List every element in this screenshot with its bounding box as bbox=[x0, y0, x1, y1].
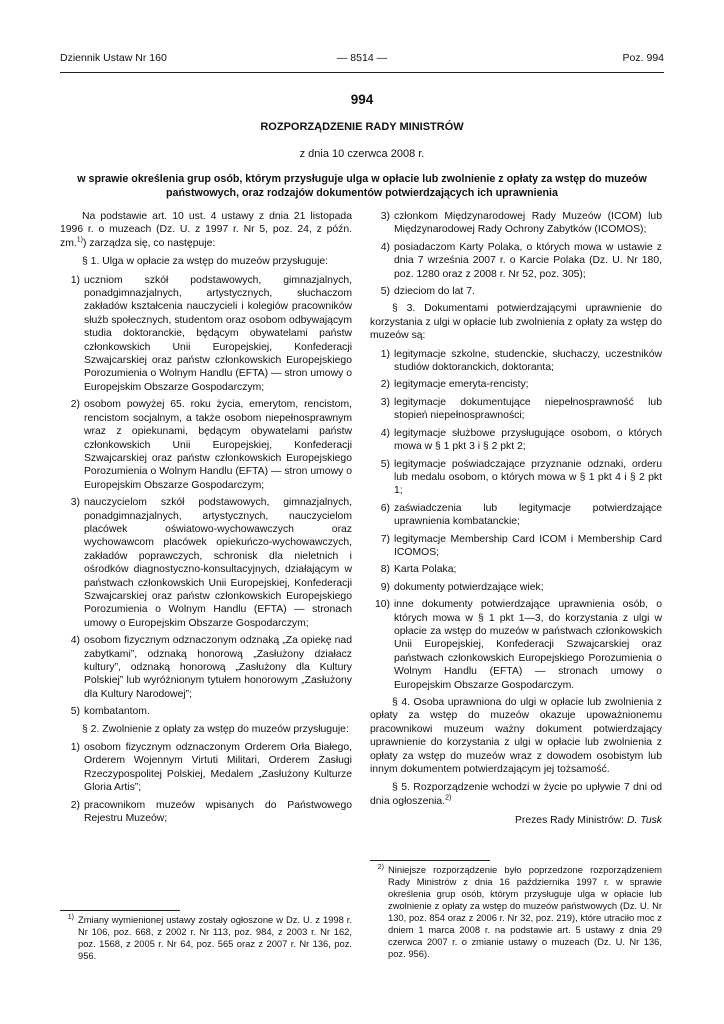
footnote-rule-right bbox=[370, 860, 490, 861]
signatory-name: D. Tusk bbox=[626, 815, 662, 827]
act-title: ROZPORZĄDZENIE RADY MINISTRÓW bbox=[260, 121, 464, 133]
list-item: 2) osobom powyżej 65. roku życia, emerytom, rencistom, rencistom socjalnym, a także osobom niepełnosprawnym wraz z opiekunami, będącym obywatelami państw członkowskich Unii Europejskiej, Konfederacji Szwajcarskiej oraz państw członkowskich Europejskiego Porozumienia o Wolnym Handlu (EFTA) — stron umowy o Europejskim Obszarze Gospodarczym; bbox=[70, 399, 352, 491]
section-1-lead: § 1. Ulga w opłacie za wstęp do muzeów przysługuje: bbox=[82, 256, 329, 268]
section-3-lead: § 3. Dokumentami potwierdzającymi uprawnienie do korzystania z ulgi w opłacie lub zwolnienia z opłaty za wstęp do muzeów są: bbox=[370, 303, 662, 342]
page-header bbox=[60, 52, 664, 68]
list-item: 2) legitymacje emeryta-rencisty; bbox=[380, 379, 529, 391]
page-number: — 8514 — bbox=[336, 52, 388, 64]
signature: Prezes Rady Ministrów: D. Tusk bbox=[514, 815, 662, 827]
list-item: 7) legitymacje Membership Card ICOM i Membership Card ICOMOS; bbox=[380, 533, 662, 558]
list-item: 1) osobom fizycznym odznaczonym Orderem Orła Białego, Orderem Wojennym Virtuti Militari, Orderem Zasługi Rzeczypospolitej Polskiej, Medalem „Zasłużony Kulturze Gloria Artis”; bbox=[70, 742, 352, 794]
list-item: 10) inne dokumenty potwierdzające uprawnienia osób, o których mowa w § 1 pkt 1—3, do korzystania z ulgi w opłacie za wstęp do muzeów w państwach członkowskich Unii Europejskiej, Konfederacji Szwajcarskiej oraz państwach członkowskich Europejskiego Porozumienia o Wolnym Handlu (EFTA) — stronach umowy o Europejskim Obszarze Gospodarczym. bbox=[374, 599, 662, 691]
list-item: 2) pracownikom muzeów wpisanych do Państwowego Rejestru Muzeów; bbox=[70, 799, 352, 825]
section-5: § 5. Rozporządzenie wchodzi w życie po upływie 7 dni od dnia ogłoszenia.$^{2)}$ bbox=[370, 782, 662, 807]
section-4: § 4. Osoba uprawniona do ulgi w opłacie lub zwolnienia z opłaty za wstęp do muzeów okazuje upoważnionemu pracownikowi muzeum ważny dokument potwierdzający uprawnienie do korzystania z ulgi w opłacie lub zwolnienia z opłaty za wstęp do muzeów wraz z dowodem osobistym lub innym dokumentem potwierdzającym jej tożsamość. bbox=[370, 697, 662, 776]
intro-paragraph: Na podstawie art. 10 ust. 4 ustawy z dnia 21 listopada 1996 r. o muzeach (Dz. U. z 1997 r. Nr 5, poz. 24, z późn. zm.$^{1)}$) zarządza się, co następuje: bbox=[60, 211, 352, 249]
list-item: 4) posiadaczom Karty Polaka, o których mowa w ustawie z dnia 7 września 2007 r. o Karcie Polaka (Dz. U. Nr 180, poz. 1280 oraz z 2008 r. Nr 52, poz. 305); bbox=[380, 241, 662, 280]
journal-name: Dziennik Ustaw Nr 160 bbox=[60, 52, 167, 64]
list-item: 3) legitymacje dokumentujące niepełnosprawność lub stopień niepełnosprawności; bbox=[380, 396, 662, 422]
act-number: 994 bbox=[350, 92, 374, 107]
list-item: 1) legitymacje szkolne, studenckie, słuchaczy, uczestników studiów doktoranckich, doktoranta; bbox=[380, 348, 662, 374]
act-subject: w sprawie określenia grup osób, którym przysługuje ulga w opłacie lub zwolnienie z opłaty za wstęp do muzeów państwowych, oraz rodzajów dokumentów potwierdzających ich uprawnienia bbox=[77, 173, 647, 199]
list-item: 1) uczniom szkół podstawowych, gimnazjalnych, ponadgimnazjalnych, artystycznych, słuchaczom zakładów kształcenia nauczycieli i kolegiów pracowników służb społecznych, studentom oraz osobom odbywającym studia doktoranckie, będącym obywatelami państw członkowskich Unii Europejskiej, Konfederacji Szwajcarskiej oraz państw członkowskich Europejskiego Porozumienia o Wolnym Handlu (EFTA) — stron umowy o Europejskim Obszarze Gospodarczym; bbox=[70, 274, 352, 393]
header-rule bbox=[60, 72, 664, 73]
footnote-1: $^{1)}$ Zmiany wymienionej ustawy zostały ogłoszone w Dz. U. z 1998 r. Nr 106, poz. 668, z 2002 r. Nr 113, poz. 984, z 2003 r. Nr 162, poz. 1568, z 2005 r. Nr 64, poz. 565 oraz z 2007 r. Nr 136, poz. 956. bbox=[67, 913, 352, 961]
right-column bbox=[370, 210, 662, 828]
list-item: 6) zaświadczenia lub legitymacje potwierdzające uprawnienia kombatanckie; bbox=[380, 502, 662, 528]
list-item: 5) kombatantom. bbox=[70, 706, 150, 718]
list-item: 5) dzieciom do lat 7. bbox=[380, 286, 475, 298]
footnote-2: $^{2)}$ Niniejsze rozporządzenie było poprzedzone rozporządzeniem Rady Ministrów z dnia 16 października 1997 r. w sprawie określenia grup osób, którym przysługuje ulga w opłacie lub zwolnienie z opłaty za wstęp do muzeów państwowych (Dz. U. Nr 130, poz. 854 oraz z 2006 r. Nr 32, poz. 219), które utraciło moc z dniem 1 marca 2008 r. na podstawie art. 5 ustawy z dnia 29 czerwca 2007 r. o zmianie ustawy o muzeach (Dz. U. Nr 136, poz. 956). bbox=[377, 863, 662, 959]
position-number: Poz. 994 bbox=[622, 52, 664, 64]
list-item: 9) dokumenty potwierdzające wiek; bbox=[380, 581, 544, 593]
left-column bbox=[60, 210, 352, 829]
footnote-rule-left bbox=[60, 910, 180, 911]
list-item: 3) nauczycielom szkół podstawowych, gimnazjalnych, ponadgimnazjalnych, artystycznych, nauczycielom placówek oświatowo-wychowawczych oraz wychowawcom placówek opiekuńczo-wychowawczych, zakładów poprawczych, schronisk dla nieletnich i ośrodków diagnostyczno-konsultacyjnych, działającym w państwach członkowskich Unii Europejskiej, Konfederacji Szwajcarskiej oraz państw członkowskich Europejskiego Porozumienia o Wolnym Handlu (EFTA) — stronach umowy o Europejskim Obszarze Gospodarczym; bbox=[70, 497, 352, 629]
list-item: 5) legitymacje poświadczające przyznanie odznaki, orderu lub medalu osobom, o których mowa w § 1 pkt 4 i § 2 pkt 1; bbox=[380, 458, 662, 497]
section-2-lead: § 2. Zwolnienie z opłaty za wstęp do muzeów przysługuje: bbox=[82, 723, 349, 735]
list-item: 4) legitymacje służbowe przysługujące osobom, o których mowa w § 1 pkt 3 i § 2 pkt 2; bbox=[380, 427, 662, 453]
list-item: 8) Karta Polaka; bbox=[380, 564, 457, 576]
list-item: 3) członkom Międzynarodowej Rady Muzeów (ICOM) lub Międzynarodowej Rady Ochrony Zabytków (ICOMOS); bbox=[380, 211, 662, 236]
list-item: 4) osobom fizycznym odznaczonym odznaką „Za opiekę nad zabytkami”, odznaką honorową „Zasłużony działacz kultury”, odznaką honorową „Zasłużony dla Kultury Polskiej” lub wyróżnionym tytułem honorowym „Zasłużony dla Kultury Narodowej”; bbox=[70, 635, 352, 700]
act-date: z dnia 10 czerwca 2008 r. bbox=[299, 148, 425, 160]
